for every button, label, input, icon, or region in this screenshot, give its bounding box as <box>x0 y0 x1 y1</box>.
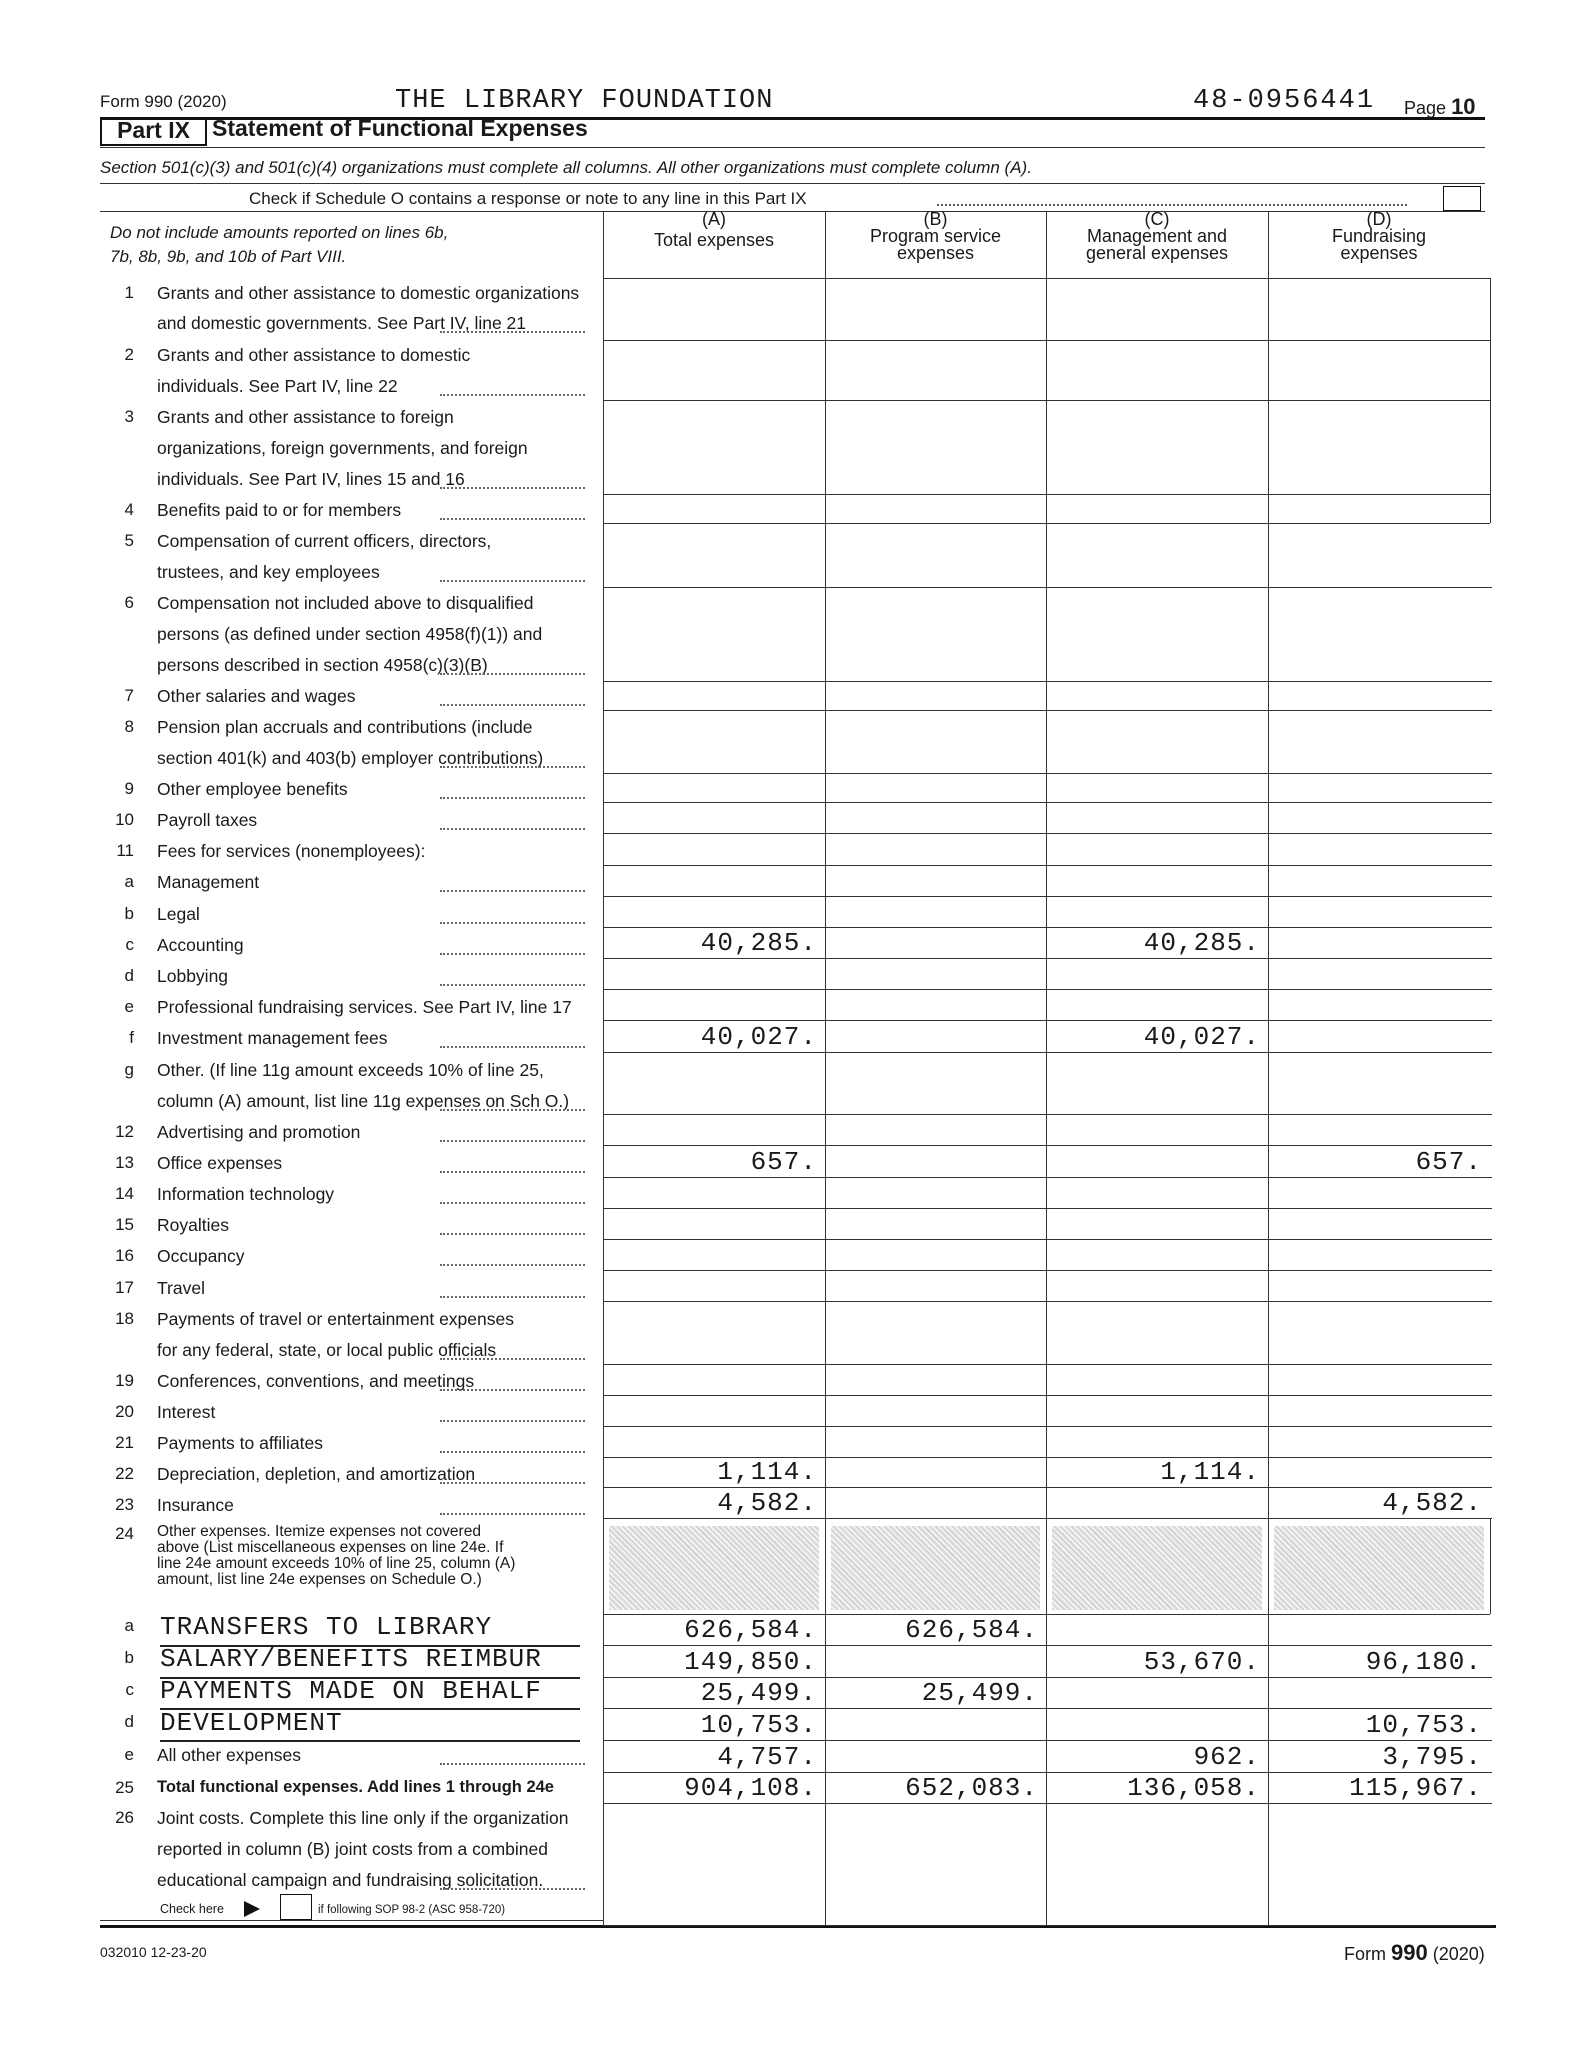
row-number: b <box>124 904 134 923</box>
row-label: for any federal, state, or local public officials <box>157 1340 497 1360</box>
row-label: Grants and other assistance to domestic organizations <box>157 283 580 303</box>
dot-leader <box>440 1482 585 1484</box>
column-header-line1: Total expenses <box>653 230 775 250</box>
row-number: d <box>124 1712 134 1731</box>
dot-leader <box>440 1264 585 1266</box>
amount-cell: 96,180. <box>1365 1647 1482 1677</box>
dot-leader <box>440 1046 585 1048</box>
amount-cell: 4,582. <box>1382 1488 1482 1518</box>
row-divider <box>603 1803 1492 1804</box>
dot-leader <box>440 1202 585 1204</box>
row-divider <box>603 710 1492 711</box>
row-number: a <box>124 1616 134 1635</box>
dot-leader <box>440 1451 585 1453</box>
row-divider <box>603 1020 1492 1021</box>
row-divider <box>603 1177 1492 1178</box>
row-label: Payroll taxes <box>157 810 258 830</box>
instruction-line: 7b, 8b, 9b, and 10b of Part VIII. <box>110 247 347 266</box>
shaded-cell <box>1052 1526 1262 1610</box>
row-number: 9 <box>124 779 134 798</box>
row-label: Conferences, conventions, and meetings <box>157 1371 475 1391</box>
column-header-line1: Fundraising <box>1331 226 1427 246</box>
row-label: Payments to affiliates <box>157 1433 324 1453</box>
row-divider <box>603 773 1492 774</box>
row-divider <box>603 340 1490 341</box>
row-label: trustees, and key employees <box>157 562 380 582</box>
row-number: 6 <box>124 593 134 612</box>
dot-leader <box>440 1296 585 1298</box>
shaded-cell <box>1274 1526 1484 1610</box>
row-divider <box>603 1740 1492 1741</box>
amount-cell: 25,499. <box>700 1678 817 1708</box>
row-label: Other salaries and wages <box>157 686 356 706</box>
row-label: All other expenses <box>157 1745 301 1765</box>
amount-cell: 40,285. <box>700 928 817 958</box>
column-header-line1: Program service <box>869 226 1002 246</box>
column-header-letter: (D) <box>1366 209 1392 229</box>
dot-leader <box>440 580 585 582</box>
row-number: d <box>124 966 134 985</box>
row-divider <box>603 1239 1492 1240</box>
row-label: Joint costs. Complete this line only if the organization <box>157 1808 569 1828</box>
column-header <box>603 211 825 249</box>
form-code: 032010 12-23-20 <box>100 1944 207 1960</box>
dot-leader <box>440 984 585 986</box>
row-divider <box>603 958 1492 959</box>
row-label: Total functional expenses. Add lines 1 through 24e <box>157 1778 554 1796</box>
amount-cell: 10,753. <box>1365 1710 1482 1740</box>
row-label: Interest <box>157 1402 216 1422</box>
row-divider <box>603 1708 1492 1709</box>
row-label: individuals. See Part IV, lines 15 and 16 <box>157 469 465 489</box>
row-divider <box>603 1518 1492 1519</box>
amount-cell: 657. <box>750 1147 817 1177</box>
row-number: 4 <box>124 500 134 519</box>
row-divider <box>603 989 1492 990</box>
rule <box>100 183 1485 184</box>
row-number: 1 <box>124 283 134 302</box>
amount-cell: 40,027. <box>1143 1022 1260 1052</box>
dot-leader <box>440 922 585 924</box>
row-divider <box>603 523 1490 524</box>
arrow-icon <box>244 1901 260 1917</box>
item-underline <box>160 1740 580 1742</box>
row-number: 26 <box>115 1808 134 1827</box>
row-number: 22 <box>115 1464 134 1483</box>
dot-leader <box>440 828 585 830</box>
row-number: c <box>125 1680 134 1699</box>
row-divider <box>603 494 1490 495</box>
column-header-letter: (C) <box>1144 209 1170 229</box>
dot-leader <box>440 704 585 706</box>
row-number: a <box>124 872 134 891</box>
dot-leader <box>440 890 585 892</box>
form-label: Form 990 (2020) <box>100 92 227 111</box>
dot-leader <box>440 953 585 955</box>
ein: 48-0956441 <box>1193 86 1376 116</box>
row-label: Investment management fees <box>157 1028 388 1048</box>
dot-leader <box>440 1420 585 1422</box>
footer-form-word: Form <box>1344 1944 1386 1964</box>
page-label: Page <box>1404 98 1447 118</box>
column-header-line2: expenses <box>1340 243 1418 263</box>
row-divider <box>603 1052 1492 1053</box>
amount-cell: 4,582. <box>717 1488 817 1518</box>
row-number: 13 <box>115 1153 134 1172</box>
row-label: Fees for services (nonemployees): <box>157 841 426 861</box>
column-header-line2: general expenses <box>1085 243 1229 263</box>
amount-cell: 657. <box>1415 1147 1482 1177</box>
dot-leader <box>440 487 585 489</box>
sop-note: if following SOP 98-2 (ASC 958-720) <box>318 1904 506 1916</box>
column-header-letter: (A) <box>702 209 726 229</box>
row-label: Legal <box>157 904 200 924</box>
dot-leader <box>440 766 585 768</box>
row-number: 19 <box>115 1371 134 1390</box>
column-divider <box>1490 1518 1491 1614</box>
rule <box>100 1920 603 1921</box>
row-divider <box>603 1645 1492 1646</box>
footer-form-label <box>1344 1940 1485 1966</box>
amount-cell: 626,584. <box>905 1615 1038 1645</box>
row-label: line 24e amount exceeds 10% of line 25, column (A) <box>157 1555 516 1572</box>
row-number: e <box>124 1745 134 1764</box>
row-number: f <box>129 1028 134 1047</box>
row-label: Advertising and promotion <box>157 1122 361 1142</box>
row-number: 10 <box>115 810 134 829</box>
row-number: 11 <box>116 841 134 860</box>
row-label: Insurance <box>157 1495 234 1515</box>
amount-cell: 4,757. <box>717 1742 817 1772</box>
amount-cell: 652,083. <box>905 1773 1038 1803</box>
shaded-cell <box>831 1526 1040 1610</box>
row-label: Pension plan accruals and contributions (include <box>157 717 533 737</box>
instruction-note <box>110 221 448 269</box>
row-label: Benefits paid to or for members <box>157 500 402 520</box>
row-label: persons (as defined under section 4958(f)(1)) and <box>157 624 543 644</box>
amount-cell: 1,114. <box>1160 1457 1260 1487</box>
row-divider <box>603 1114 1492 1115</box>
row-divider <box>603 1270 1492 1271</box>
other-expense-description: PAYMENTS MADE ON BEHALF <box>160 1676 542 1706</box>
row-divider <box>603 833 1492 834</box>
column-header <box>825 211 1046 262</box>
dot-leader <box>440 394 585 396</box>
row-label: reported in column (B) joint costs from a combined <box>157 1839 548 1859</box>
dot-leader <box>440 1109 585 1111</box>
row-number: 15 <box>115 1215 134 1234</box>
dot-leader <box>440 1513 585 1515</box>
row-label: persons described in section 4958(c)(3)(B) <box>157 655 488 675</box>
row-divider <box>603 1208 1492 1209</box>
amount-cell: 3,795. <box>1382 1742 1482 1772</box>
row-label: section 401(k) and 403(b) employer contributions) <box>157 748 544 768</box>
column-divider <box>825 211 826 1925</box>
column-header-line1: Management and <box>1086 226 1228 246</box>
amount-cell: 962. <box>1193 1742 1260 1772</box>
row-label: column (A) amount, list line 11g expenses on Sch O.) <box>157 1091 570 1111</box>
row-number: 18 <box>115 1309 134 1328</box>
row-label: Compensation of current officers, directors, <box>157 531 492 551</box>
row-label: Professional fundraising services. See Part IV, line 17 <box>157 997 572 1017</box>
row-number: 8 <box>124 717 134 736</box>
instruction-line: Do not include amounts reported on lines 6b, <box>110 223 449 242</box>
dot-leader <box>440 673 585 675</box>
joint-costs-checkbox[interactable] <box>280 1894 312 1920</box>
row-number: 12 <box>115 1122 134 1141</box>
column-header <box>1268 211 1490 262</box>
section-note: Section 501(c)(3) and 501(c)(4) organizations must complete all columns. All other organizations must complete column (A). <box>100 158 1032 177</box>
dot-leader <box>440 1358 585 1360</box>
column-divider <box>1490 278 1491 523</box>
row-label: individuals. See Part IV, line 22 <box>157 376 398 396</box>
row-divider <box>603 896 1492 897</box>
row-number: 5 <box>124 531 134 550</box>
amount-cell: 136,058. <box>1127 1773 1260 1803</box>
footer-form-number: 990 <box>1391 1940 1428 1965</box>
row-number: 3 <box>124 407 134 426</box>
dot-leader <box>937 204 1407 206</box>
row-label: Depreciation, depletion, and amortization <box>157 1464 476 1484</box>
column-header-letter: (B) <box>923 209 948 229</box>
row-label: Management <box>157 872 260 892</box>
row-divider <box>603 1395 1492 1396</box>
row-divider <box>603 865 1492 866</box>
other-expense-description: DEVELOPMENT <box>160 1708 343 1738</box>
row-label: Occupancy <box>157 1246 245 1266</box>
row-divider <box>603 400 1490 401</box>
row-number: 16 <box>115 1246 134 1265</box>
part-title: Statement of Functional Expenses <box>212 115 588 141</box>
row-label: Other employee benefits <box>157 779 348 799</box>
row-divider <box>603 1301 1492 1302</box>
row-label: Lobbying <box>157 966 229 986</box>
amount-cell: 10,753. <box>700 1710 817 1740</box>
amount-cell: 40,285. <box>1143 928 1260 958</box>
row-label: educational campaign and fundraising solicitation. <box>157 1870 544 1890</box>
row-number: e <box>124 997 134 1016</box>
row-label: Other expenses. Itemize expenses not covered <box>157 1523 481 1540</box>
rule <box>100 147 1485 148</box>
schedule-o-checkbox[interactable] <box>1443 186 1481 211</box>
row-number: 7 <box>124 686 134 705</box>
row-divider <box>603 1426 1492 1427</box>
row-divider <box>603 802 1492 803</box>
row-label: Grants and other assistance to domestic <box>157 345 471 365</box>
part-label: Part IX <box>100 117 207 146</box>
other-expense-description: TRANSFERS TO LIBRARY <box>160 1612 493 1642</box>
dot-leader <box>440 1763 585 1765</box>
row-label: Accounting <box>157 935 244 955</box>
row-label: Compensation not included above to disqualified <box>157 593 534 613</box>
row-label: above (List miscellaneous expenses on line 24e. If <box>157 1539 504 1556</box>
dot-leader <box>440 1140 585 1142</box>
row-divider <box>603 1925 1492 1926</box>
dot-leader <box>440 797 585 799</box>
row-label: and domestic governments. See Part IV, line 21 <box>157 313 527 333</box>
dot-leader <box>440 1171 585 1173</box>
dot-leader <box>440 331 585 333</box>
row-number: 17 <box>115 1278 134 1297</box>
row-number: 23 <box>115 1495 134 1514</box>
schedule-o-check-label: Check if Schedule O contains a response or note to any line in this Part IX <box>249 189 807 208</box>
row-label: Royalties <box>157 1215 229 1235</box>
row-number: 20 <box>115 1402 134 1421</box>
row-divider <box>603 587 1492 588</box>
row-number: 2 <box>124 345 134 364</box>
row-divider <box>603 681 1492 682</box>
joint-costs-check-label: Check here <box>160 1902 224 1916</box>
amount-cell: 25,499. <box>921 1678 1038 1708</box>
row-number: 21 <box>115 1433 134 1452</box>
row-label: Travel <box>157 1278 205 1298</box>
row-number: 14 <box>115 1184 134 1203</box>
amount-cell: 40,027. <box>700 1022 817 1052</box>
footer-form-year: (2020) <box>1432 1944 1485 1964</box>
dot-leader <box>440 1389 585 1391</box>
dot-leader <box>440 518 585 520</box>
column-header <box>1046 211 1268 262</box>
row-divider <box>603 1145 1492 1146</box>
organization-name: THE LIBRARY FOUNDATION <box>395 86 774 116</box>
shaded-cell <box>609 1526 819 1610</box>
amount-cell: 904,108. <box>684 1773 817 1803</box>
row-label: Grants and other assistance to foreign <box>157 407 454 427</box>
row-number: 24 <box>115 1524 134 1543</box>
row-label: amount, list line 24e expenses on Schedule O.) <box>157 1571 482 1588</box>
dot-leader <box>440 1233 585 1235</box>
row-label: Office expenses <box>157 1153 283 1173</box>
row-number: c <box>125 935 134 954</box>
amount-cell: 626,584. <box>684 1615 817 1645</box>
row-divider <box>603 1364 1492 1365</box>
other-expense-description: SALARY/BENEFITS REIMBUR <box>160 1644 542 1674</box>
amount-cell: 53,670. <box>1143 1647 1260 1677</box>
row-label: Payments of travel or entertainment expenses <box>157 1309 514 1329</box>
amount-cell: 1,114. <box>717 1457 817 1487</box>
row-number: b <box>124 1648 134 1667</box>
column-header-line2: expenses <box>896 243 975 263</box>
dot-leader <box>440 1888 585 1890</box>
row-number: g <box>124 1060 134 1079</box>
row-label: organizations, foreign governments, and foreign <box>157 438 528 458</box>
row-label: Other. (If line 11g amount exceeds 10% of line 25, <box>157 1060 544 1080</box>
amount-cell: 115,967. <box>1349 1773 1482 1803</box>
page-number-value: 10 <box>1451 94 1476 119</box>
row-number: 25 <box>115 1778 134 1797</box>
row-label: Information technology <box>157 1184 335 1204</box>
amount-cell: 149,850. <box>684 1647 817 1677</box>
